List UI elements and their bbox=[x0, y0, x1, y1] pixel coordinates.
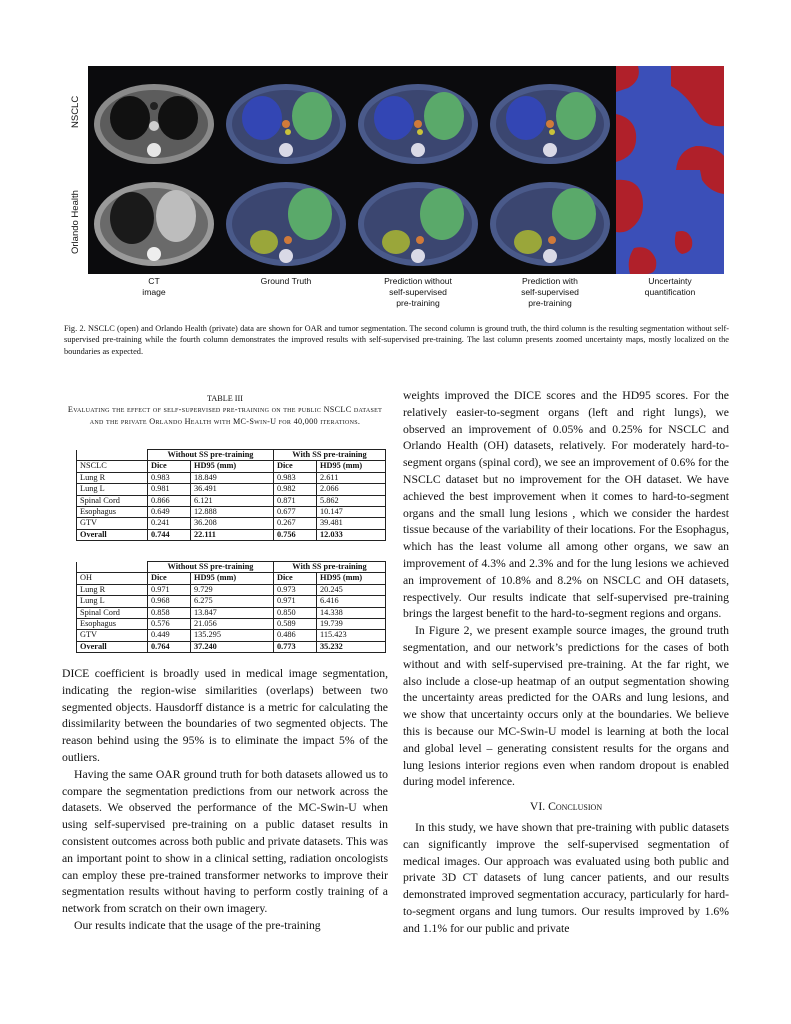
row-label: Lung L bbox=[77, 484, 148, 495]
cell: 9.729 bbox=[191, 584, 274, 595]
overall-label: Overall bbox=[77, 641, 148, 652]
dataset-label: NSCLC bbox=[77, 461, 148, 472]
overall-label: Overall bbox=[77, 529, 148, 540]
row-label: Lung R bbox=[77, 472, 148, 483]
cell: 12.888 bbox=[191, 507, 274, 518]
table-caption: Evaluating the effect of self-supervised pre-training on the public NSCLC dataset and the private Orlando Health with MC-Swin-U for 40,000 iterations. bbox=[67, 405, 383, 426]
results-table-nsclc bbox=[76, 449, 386, 541]
cell: 115.423 bbox=[317, 630, 386, 641]
metric-header: Dice bbox=[274, 461, 317, 472]
section-number: VI. bbox=[529, 800, 546, 813]
prediction-with-ss-orlando-health bbox=[484, 170, 616, 274]
paragraph: Having the same OAR ground truth for both datasets allowed us to compare the segmentation predictions from our network across the datasets. We observed the performance of the MC-Swin-U when using self-supervised pre-training on a public dataset results in consistent outcomes across both public and private datasets. This was an important point to show in a clinical setting, radiation oncologists can employ these pre-trained transformer networks to improve their segmentation results without having to perform costly training of a network from scratch on their own imagery. bbox=[62, 767, 388, 916]
row-label: Spinal Cord bbox=[77, 495, 148, 506]
cell: 0.449 bbox=[148, 630, 191, 641]
metric-header: HD95 (mm) bbox=[317, 461, 386, 472]
overall-cell: 0.773 bbox=[274, 641, 317, 652]
cell: 0.241 bbox=[148, 518, 191, 529]
right-column-text bbox=[403, 388, 729, 791]
overall-cell: 0.756 bbox=[274, 529, 317, 540]
overall-cell: 37.240 bbox=[191, 641, 274, 652]
cell: 0.973 bbox=[274, 584, 317, 595]
group-header-with: With SS pre-training bbox=[274, 450, 386, 461]
cell: 6.121 bbox=[191, 495, 274, 506]
cell: 2.066 bbox=[317, 484, 386, 495]
cell: 36.208 bbox=[191, 518, 274, 529]
row-label-nsclc: NSCLC bbox=[70, 95, 81, 128]
dataset-label: OH bbox=[77, 573, 148, 584]
row-label: GTV bbox=[77, 518, 148, 529]
cell: 0.983 bbox=[274, 472, 317, 483]
row-label: Lung R bbox=[77, 584, 148, 595]
row-label: GTV bbox=[77, 630, 148, 641]
metric-header: HD95 (mm) bbox=[191, 461, 274, 472]
cell: 0.858 bbox=[148, 607, 191, 618]
row-label-orlando-health: Orlando Health bbox=[70, 190, 81, 254]
prediction-without-ss-nsclc bbox=[352, 66, 484, 170]
ct-image-orlando-health bbox=[88, 170, 220, 274]
paragraph: Our results indicate that the usage of the pre-training bbox=[74, 918, 321, 932]
cell: 0.971 bbox=[274, 596, 317, 607]
conclusion-text bbox=[403, 820, 729, 938]
cell: 10.147 bbox=[317, 507, 386, 518]
cell: 6.275 bbox=[191, 596, 274, 607]
cell: 0.983 bbox=[148, 472, 191, 483]
paragraph: weights improved the DICE scores and the HD95 scores. For the relatively easier-to-segment organs (left and right lungs), we observed an improvement of 0.05% and 0.25% for NSCLC and Orlando Health (OH) datasets, relatively. For moderately hard-to-segment organs (spinal cord), we see an improvement of 0.6% for the NSCLC dataset but no improvement for the OH dataset. We have achieved the best improvement when it comes to hard-to-segment organs and the small lung lesions , which we consider the hardest tissue because of the variability of their locations. For the Esophagus, which has the least volume all among other organs, we saw an improvement of 4.3% and 2.3% and for the lung lesions we achieved an improvement of 10.8% and 8.2% on NSCLC and OH datasets, respectively. Our results indicate that self-supervised pre-training brings the largest benefit to the hard-to-segment regions and organs. bbox=[403, 389, 729, 621]
cell: 0.677 bbox=[274, 507, 317, 518]
column-label-prediction-with: Prediction with self-supervised pre-training bbox=[521, 276, 579, 308]
figure-caption: Fig. 2. NSCLC (open) and Orlando Health (private) data are shown for OAR and tumor segmentation. The second column is ground truth, the third column is the resulting segmentation without self-supervised pre-training while the fourth column demonstrates the improved results with self-supervised pre-training. The last column presents zoomed uncertainty maps, mostly localized on the boundaries as expected. bbox=[64, 324, 729, 356]
cell: 0.649 bbox=[148, 507, 191, 518]
cell: 2.611 bbox=[317, 472, 386, 483]
cell: 0.850 bbox=[274, 607, 317, 618]
figure-2 bbox=[70, 66, 724, 308]
metric-header: Dice bbox=[148, 573, 191, 584]
cell: 0.267 bbox=[274, 518, 317, 529]
cell: 21.056 bbox=[191, 619, 274, 630]
cell: 20.245 bbox=[317, 584, 386, 595]
cell: 0.589 bbox=[274, 619, 317, 630]
row-label: Lung L bbox=[77, 596, 148, 607]
prediction-with-ss-nsclc bbox=[484, 66, 616, 170]
metric-header: HD95 (mm) bbox=[191, 573, 274, 584]
ct-image-nsclc bbox=[88, 66, 220, 170]
table-title bbox=[62, 393, 388, 427]
cell: 18.849 bbox=[191, 472, 274, 483]
prediction-without-ss-orlando-health bbox=[352, 170, 484, 274]
uncertainty-map-orlando-health bbox=[616, 170, 724, 274]
paragraph: In this study, we have shown that pre-training with public datasets can significantly improve the self-supervised segmentation of medical images. Our approach was evaluated using both public and private 3D CT datasets of lung cancer patients, and our results demonstrated improved segmentation accuracy, particularly for hard-to-segment organs and lung tumors. Our results improved by 1.6% and 1.1% for our public and private bbox=[403, 821, 729, 935]
cell: 0.576 bbox=[148, 619, 191, 630]
metric-header: Dice bbox=[274, 573, 317, 584]
overall-cell: 12.033 bbox=[317, 529, 386, 540]
cell: 0.981 bbox=[148, 484, 191, 495]
cell: 36.491 bbox=[191, 484, 274, 495]
column-label-ct-image: CT image bbox=[142, 276, 166, 297]
group-header-with: With SS pre-training bbox=[274, 562, 386, 573]
row-label: Esophagus bbox=[77, 507, 148, 518]
left-column-text bbox=[62, 666, 388, 935]
group-header-without: Without SS pre-training bbox=[148, 562, 274, 573]
overall-cell: 0.764 bbox=[148, 641, 191, 652]
section-title: Conclusion bbox=[548, 800, 603, 813]
cell: 5.862 bbox=[317, 495, 386, 506]
cell: 135.295 bbox=[191, 630, 274, 641]
column-label-uncertainty: Uncertainty quantification bbox=[644, 276, 696, 297]
cell: 6.416 bbox=[317, 596, 386, 607]
cell: 0.486 bbox=[274, 630, 317, 641]
table-number: TABLE III bbox=[207, 394, 243, 403]
group-header-without: Without SS pre-training bbox=[148, 450, 274, 461]
section-heading-conclusion bbox=[403, 800, 729, 813]
column-label-ground-truth: Ground Truth bbox=[260, 276, 312, 286]
results-table-oh bbox=[76, 561, 386, 653]
ground-truth-nsclc bbox=[220, 66, 352, 170]
cell: 0.982 bbox=[274, 484, 317, 495]
cell: 0.971 bbox=[148, 584, 191, 595]
cell: 39.481 bbox=[317, 518, 386, 529]
ground-truth-orlando-health bbox=[220, 170, 352, 274]
uncertainty-map-nsclc bbox=[616, 66, 724, 170]
cell: 14.338 bbox=[317, 607, 386, 618]
cell: 19.739 bbox=[317, 619, 386, 630]
metric-header: Dice bbox=[148, 461, 191, 472]
overall-cell: 0.744 bbox=[148, 529, 191, 540]
cell: 0.866 bbox=[148, 495, 191, 506]
paragraph: In Figure 2, we present example source images, the ground truth segmentation, and our network’s predictions for the cases of both without and with self-supervised pre-training. At the far right, we also include a close-up heatmap of an output segmentation showing the uncertainty areas predicted for the OARs and lung lesions, and we show that uncertainty occurs only at the boundaries. We believe this is because our MC-Swin-U model is learning at both the local and global level – generating consistent results for the organs and lung lesions interior regions even when random dropout is enabled during model inference. bbox=[403, 624, 729, 789]
paragraph: DICE coefficient is broadly used in medical image segmentation, indicating the region-wise similarities (overlaps) between two segmented objects. Hausdorff distance is a metric for calculating the dissimilarity between the boundaries of two segmented objects. The reason behind using the 95% is to eliminate the impact 5% of the outliers. bbox=[62, 667, 388, 764]
overall-cell: 22.111 bbox=[191, 529, 274, 540]
cell: 0.968 bbox=[148, 596, 191, 607]
cell: 0.871 bbox=[274, 495, 317, 506]
row-label: Spinal Cord bbox=[77, 607, 148, 618]
row-label: Esophagus bbox=[77, 619, 148, 630]
cell: 13.847 bbox=[191, 607, 274, 618]
metric-header: HD95 (mm) bbox=[317, 573, 386, 584]
column-label-prediction-without: Prediction without self-supervised pre-training bbox=[384, 276, 452, 308]
overall-cell: 35.232 bbox=[317, 641, 386, 652]
